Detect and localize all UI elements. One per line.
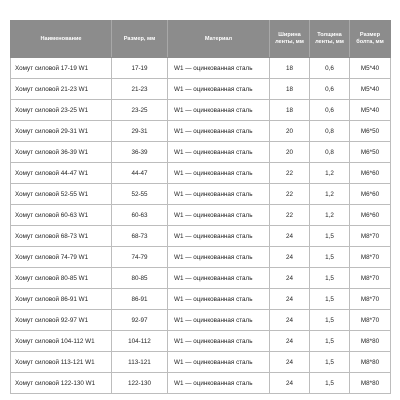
cell-band-thickness: 1,5	[310, 373, 350, 394]
cell-band-thickness: 1,5	[310, 352, 350, 373]
table-row	[11, 100, 391, 121]
cell-size: 122-130	[112, 373, 168, 394]
cell-material: W1 — оцинкованная сталь	[168, 205, 270, 226]
cell-band-thickness: 1,5	[310, 268, 350, 289]
cell-name: Хомут силовой 80-85 W1	[11, 268, 112, 289]
cell-band-width: 24	[270, 373, 310, 394]
cell-size: 36-39	[112, 142, 168, 163]
cell-band-width: 20	[270, 121, 310, 142]
cell-bolt-size: M8*70	[350, 226, 391, 247]
cell-size: 17-19	[112, 58, 168, 79]
table-row	[11, 289, 391, 310]
cell-band-width: 24	[270, 226, 310, 247]
cell-band-width: 24	[270, 310, 310, 331]
cell-name: Хомут силовой 60-63 W1	[11, 205, 112, 226]
cell-name: Хомут силовой 122-130 W1	[11, 373, 112, 394]
table-row	[11, 121, 391, 142]
cell-band-thickness: 0,8	[310, 121, 350, 142]
cell-bolt-size: M8*80	[350, 331, 391, 352]
cell-material: W1 — оцинкованная сталь	[168, 58, 270, 79]
cell-band-thickness: 1,2	[310, 184, 350, 205]
cell-bolt-size: M8*70	[350, 268, 391, 289]
cell-material: W1 — оцинкованная сталь	[168, 331, 270, 352]
spec-table-container	[10, 20, 390, 394]
header-band-width: Ширина ленты, мм	[270, 21, 310, 58]
cell-bolt-size: M6*60	[350, 163, 391, 184]
cell-band-width: 24	[270, 352, 310, 373]
cell-band-width: 22	[270, 163, 310, 184]
cell-bolt-size: M6*60	[350, 184, 391, 205]
cell-material: W1 — оцинкованная сталь	[168, 100, 270, 121]
cell-name: Хомут силовой 68-73 W1	[11, 226, 112, 247]
cell-bolt-size: M6*60	[350, 205, 391, 226]
table-row	[11, 226, 391, 247]
cell-band-width: 20	[270, 142, 310, 163]
cell-bolt-size: M5*40	[350, 79, 391, 100]
cell-size: 68-73	[112, 226, 168, 247]
cell-material: W1 — оцинкованная сталь	[168, 121, 270, 142]
cell-size: 104-112	[112, 331, 168, 352]
cell-name: Хомут силовой 104-112 W1	[11, 331, 112, 352]
cell-band-thickness: 1,2	[310, 205, 350, 226]
header-bolt-size: Размер болта, мм	[350, 21, 391, 58]
cell-bolt-size: M8*70	[350, 310, 391, 331]
cell-band-width: 24	[270, 331, 310, 352]
table-body	[11, 58, 391, 394]
cell-size: 29-31	[112, 121, 168, 142]
table-header	[11, 21, 391, 58]
cell-name: Хомут силовой 44-47 W1	[11, 163, 112, 184]
cell-size: 60-63	[112, 205, 168, 226]
header-row	[11, 21, 391, 58]
cell-material: W1 — оцинкованная сталь	[168, 184, 270, 205]
cell-band-thickness: 1,5	[310, 289, 350, 310]
table-row	[11, 373, 391, 394]
cell-material: W1 — оцинкованная сталь	[168, 142, 270, 163]
cell-band-width: 22	[270, 205, 310, 226]
header-material: Материал	[168, 21, 270, 58]
table-row	[11, 79, 391, 100]
cell-band-thickness: 1,2	[310, 163, 350, 184]
cell-name: Хомут силовой 113-121 W1	[11, 352, 112, 373]
cell-name: Хомут силовой 52-55 W1	[11, 184, 112, 205]
cell-material: W1 — оцинкованная сталь	[168, 268, 270, 289]
cell-material: W1 — оцинкованная сталь	[168, 373, 270, 394]
cell-bolt-size: M5*40	[350, 58, 391, 79]
cell-band-thickness: 0,6	[310, 100, 350, 121]
cell-size: 52-55	[112, 184, 168, 205]
cell-band-thickness: 0,8	[310, 142, 350, 163]
cell-name: Хомут силовой 29-31 W1	[11, 121, 112, 142]
cell-material: W1 — оцинкованная сталь	[168, 289, 270, 310]
cell-bolt-size: M6*50	[350, 121, 391, 142]
cell-band-width: 18	[270, 100, 310, 121]
cell-size: 80-85	[112, 268, 168, 289]
cell-bolt-size: M8*80	[350, 373, 391, 394]
cell-name: Хомут силовой 86-91 W1	[11, 289, 112, 310]
cell-band-width: 22	[270, 184, 310, 205]
cell-band-width: 24	[270, 247, 310, 268]
cell-band-width: 18	[270, 79, 310, 100]
table-row	[11, 331, 391, 352]
cell-band-thickness: 1,5	[310, 247, 350, 268]
cell-band-width: 24	[270, 289, 310, 310]
cell-material: W1 — оцинкованная сталь	[168, 163, 270, 184]
cell-band-width: 24	[270, 268, 310, 289]
cell-size: 44-47	[112, 163, 168, 184]
cell-bolt-size: M8*80	[350, 352, 391, 373]
cell-name: Хомут силовой 92-97 W1	[11, 310, 112, 331]
cell-material: W1 — оцинкованная сталь	[168, 226, 270, 247]
cell-name: Хомут силовой 21-23 W1	[11, 79, 112, 100]
cell-material: W1 — оцинкованная сталь	[168, 310, 270, 331]
cell-bolt-size: M5*40	[350, 100, 391, 121]
cell-band-thickness: 1,5	[310, 331, 350, 352]
clamp-spec-table	[10, 20, 391, 394]
table-row	[11, 205, 391, 226]
header-band-thickness: Толщина ленты, мм	[310, 21, 350, 58]
cell-name: Хомут силовой 36-39 W1	[11, 142, 112, 163]
table-row	[11, 184, 391, 205]
cell-name: Хомут силовой 23-25 W1	[11, 100, 112, 121]
table-row	[11, 142, 391, 163]
cell-size: 92-97	[112, 310, 168, 331]
header-name: Наименование	[11, 21, 112, 58]
table-row	[11, 352, 391, 373]
cell-bolt-size: M8*70	[350, 247, 391, 268]
cell-material: W1 — оцинкованная сталь	[168, 352, 270, 373]
table-row	[11, 247, 391, 268]
cell-band-thickness: 1,5	[310, 310, 350, 331]
cell-size: 113-121	[112, 352, 168, 373]
cell-name: Хомут силовой 74-79 W1	[11, 247, 112, 268]
header-size: Размер, мм	[112, 21, 168, 58]
cell-band-thickness: 0,6	[310, 79, 350, 100]
table-row	[11, 310, 391, 331]
cell-band-width: 18	[270, 58, 310, 79]
table-row	[11, 268, 391, 289]
cell-size: 74-79	[112, 247, 168, 268]
cell-size: 23-25	[112, 100, 168, 121]
cell-bolt-size: M6*50	[350, 142, 391, 163]
cell-name: Хомут силовой 17-19 W1	[11, 58, 112, 79]
cell-band-thickness: 0,6	[310, 58, 350, 79]
cell-material: W1 — оцинкованная сталь	[168, 247, 270, 268]
cell-size: 86-91	[112, 289, 168, 310]
cell-size: 21-23	[112, 79, 168, 100]
table-row	[11, 58, 391, 79]
cell-band-thickness: 1,5	[310, 226, 350, 247]
cell-material: W1 — оцинкованная сталь	[168, 79, 270, 100]
table-row	[11, 163, 391, 184]
cell-bolt-size: M8*70	[350, 289, 391, 310]
